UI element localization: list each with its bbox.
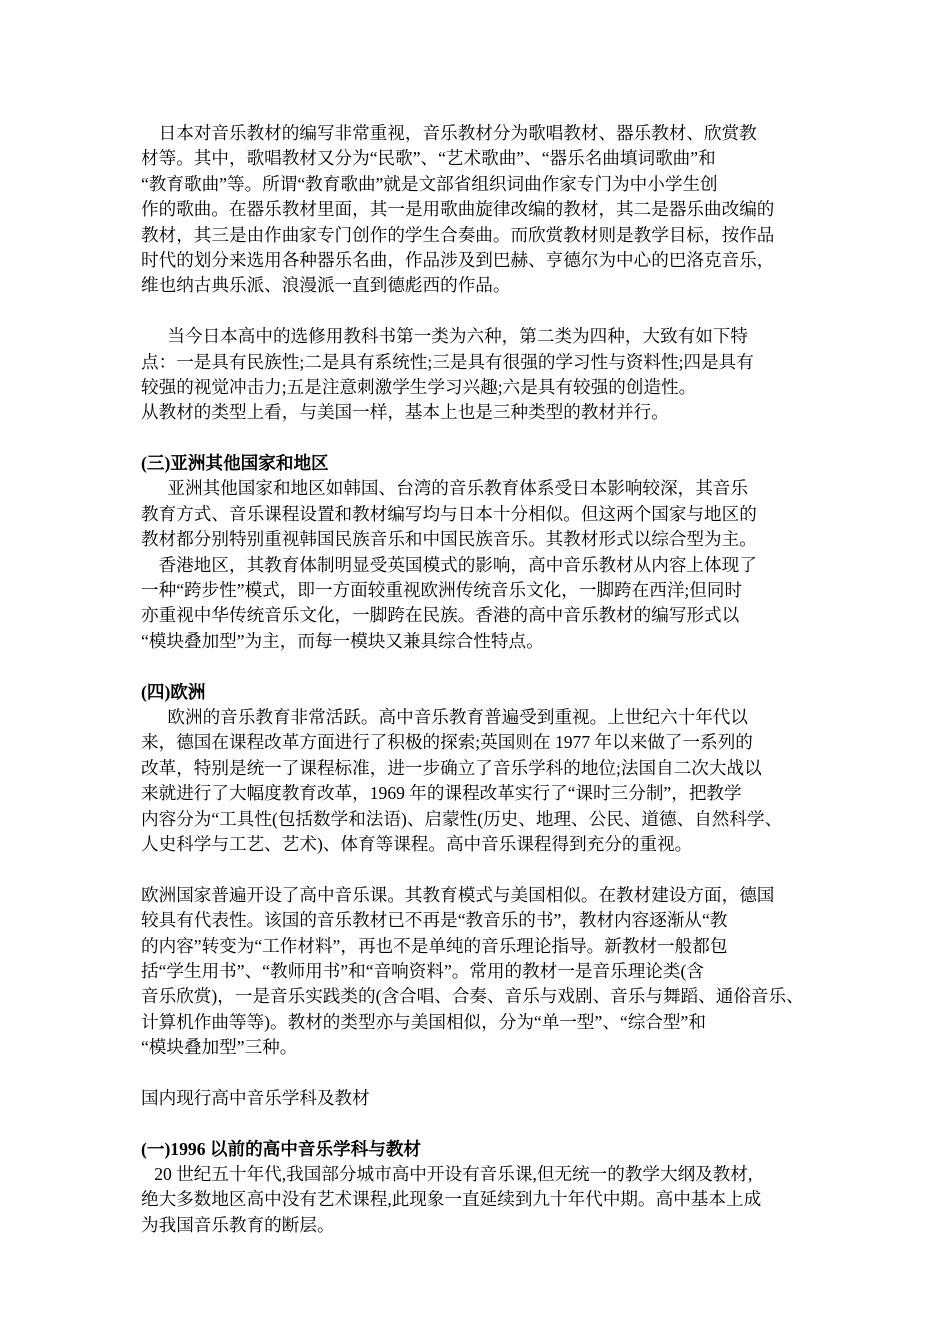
text-line: 材等。其中，歌唱教材又分为“民歌”、“艺术歌曲”、“器乐名曲填词歌曲”和 <box>141 148 716 169</box>
text-line: 亚洲其他国家和地区如韩国、台湾的音乐教育体系受日本影响较深，其音乐 <box>141 478 748 499</box>
text-line: 欧洲国家普遍开设了高中音乐课。其教育模式与美国相似。在教材建设方面，德国 <box>141 884 775 905</box>
text-line: “模块叠加型”为主，而每一模块又兼具综合性特点。 <box>141 630 544 651</box>
text-line: 香港地区，其教育体制明显受英国模式的影响，高中音乐教材从内容上体现了 <box>141 554 757 575</box>
text-line: 时代的划分来选用各种器乐名曲，作品涉及到巴赫、亨德尔为中心的巴洛克音乐， <box>141 249 775 270</box>
text-line: 为我国音乐教育的断层。 <box>141 1214 335 1235</box>
paragraph-asia <box>141 476 812 654</box>
text-line: 教材，其三是由作曲家专门创作的学生合奏曲。而欣赏教材则是教学目标，按作品 <box>141 224 775 245</box>
text-line: 内容分为“工具性(包括数学和法语)、启蒙性(历史、地理、公民、道德、自然科学、 <box>141 808 783 829</box>
text-line: 来就进行了大幅度教育改革，1969 年的课程改革实行了“课时三分制”，把教学 <box>141 783 742 804</box>
text-line: 当今日本高中的选修用教科书第一类为六种，第二类为四种，大致有如下特 <box>141 326 748 347</box>
paragraph-pre-1996 <box>141 1162 812 1238</box>
text-line: 欧洲的音乐教育非常活跃。高中音乐教育普遍受到重视。上世纪六十年代以 <box>141 706 748 727</box>
paragraph-europe-textbooks <box>141 883 812 1061</box>
section-heading-asia: (三)亚洲其他国家和地区 <box>141 453 329 474</box>
text-line: 音乐欣赏)，一是音乐实践类的(含合唱、合奏、音乐与戏剧、音乐与舞蹈、通俗音乐、 <box>141 986 804 1007</box>
text-line: 教育方式、音乐课程设置和教材编写均与日本十分相似。但这两个国家与地区的 <box>141 503 757 524</box>
text-line: 维也纳古典乐派、浪漫派一直到德彪西的作品。 <box>141 275 511 296</box>
text-line: 括“学生用书”、“教师用书”和“音响资料”。常用的教材一是音乐理论类(含 <box>141 960 704 981</box>
section-heading-europe: (四)欧洲 <box>141 681 206 702</box>
text-line: 点：一是具有民族性;二是具有系统性;三是具有很强的学习性与资料性;四是具有 <box>141 351 754 372</box>
text-line: 20 世纪五十年代,我国部分城市高中开设有音乐课,但无统一的教学大纲及教材, <box>141 1164 753 1185</box>
text-line: “教育歌曲”等。所谓“教育歌曲”就是文部省组织词曲作家专门为中小学生创 <box>141 173 718 194</box>
text-line: 来，德国在课程改革方面进行了积极的探索;英国则在 1977 年以来做了一系列的 <box>141 732 753 753</box>
paragraph-europe <box>141 705 812 857</box>
text-line: 日本对音乐教材的编写非常重视，音乐教材分为歌唱教材、器乐教材、欣赏教 <box>141 123 757 143</box>
text-line: 一种“跨步性”模式，即一方面较重视欧洲传统音乐文化，一脚跨在西洋;但同时 <box>141 580 743 601</box>
text-line: 较强的视觉冲击力;五是注意刺激学生学习兴趣;六是具有较强的创造性。 <box>141 376 697 397</box>
text-line: “模块叠加型”三种。 <box>141 1037 298 1058</box>
text-line: 亦重视中华传统音乐文化，一脚跨在民族。香港的高中音乐教材的编写形式以 <box>141 605 740 626</box>
paragraph-japan-highschool <box>141 324 812 426</box>
domestic-section-title: 国内现行高中音乐学科及教材 <box>141 1087 370 1108</box>
text-line: 较具有代表性。该国的音乐教材已不再是“教音乐的书”，教材内容逐渐从“教 <box>141 910 728 931</box>
text-line: 人史科学与工艺、艺术)、体育等课程。高中音乐课程得到充分的重视。 <box>141 833 693 854</box>
text-line: 从教材的类型上看，与美国一样，基本上也是三种类型的教材并行。 <box>141 402 669 423</box>
text-line: 计算机作曲等等)。教材的类型亦与美国相似，分为“单一型”、“综合型”和 <box>141 1011 706 1032</box>
text-line: 的内容”转变为“工作材料”，再也不是单纯的音乐理论指导。新教材一般都包 <box>141 935 728 956</box>
text-line: 绝大多数地区高中没有艺术课程,此现象一直延续到九十年代中期。高中基本上成 <box>141 1189 762 1210</box>
text-line: 作的歌曲。在器乐教材里面，其一是用歌曲旋律改编的教材，其二是器乐曲改编的 <box>141 199 775 220</box>
text-line: 教材都分别特别重视韩国民族音乐和中国民族音乐。其教材形式以综合型为主。 <box>141 529 757 550</box>
text-line: 改革，特别是统一了课程标准，进一步确立了音乐学科的地位;法国自二次大战以 <box>141 757 762 778</box>
paragraph-japan-textbooks <box>141 121 812 299</box>
section-heading-pre-1996: (一)1996 以前的高中音乐学科与教材 <box>141 1138 422 1159</box>
